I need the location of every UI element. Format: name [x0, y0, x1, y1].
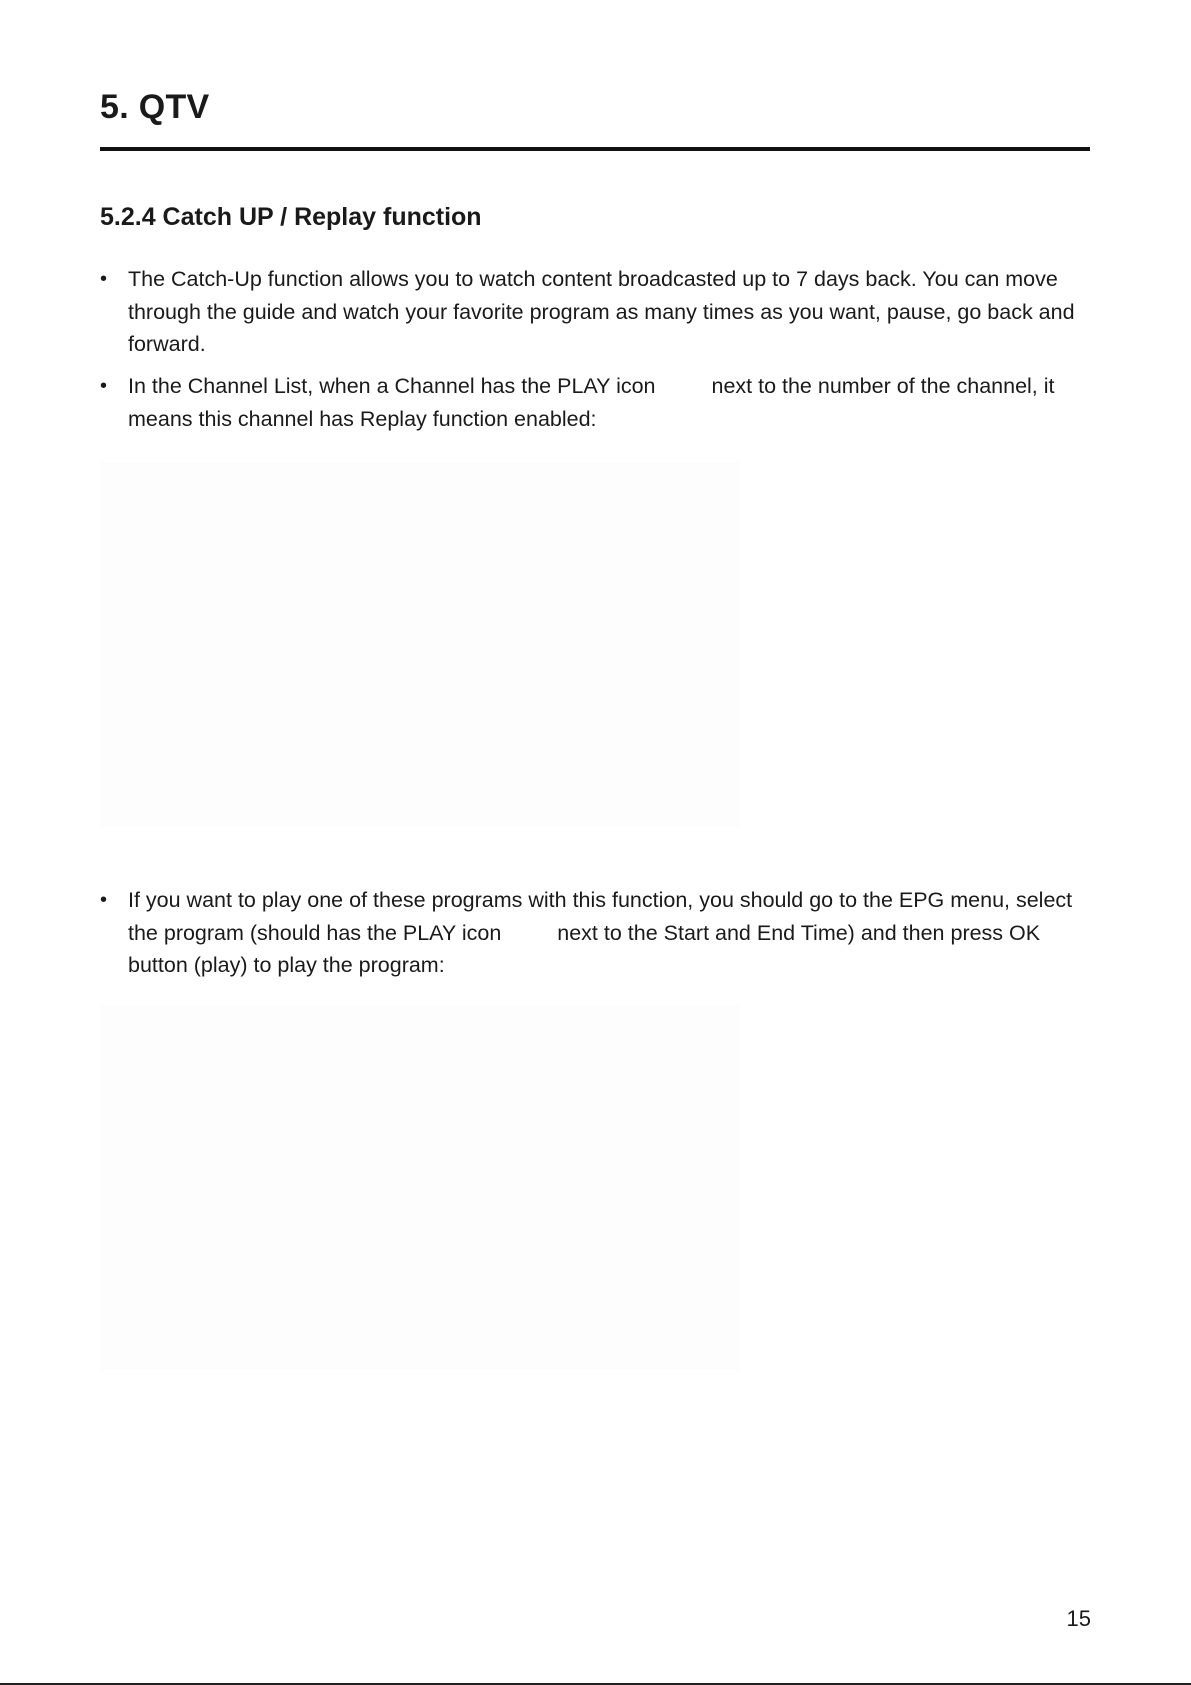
epg-screenshot: [100, 1005, 740, 1370]
channel-list-screenshot: [100, 462, 740, 827]
page-number: 15: [1066, 1606, 1091, 1631]
bullet-marker: •: [100, 375, 108, 397]
list-item-text-part: next to the number of the channel, it means this channel has Replay function enabled:: [128, 374, 1055, 431]
list-item: [100, 263, 1090, 361]
list-item: [100, 884, 1090, 982]
list-item-text-part: If you want to play one of these programs with this function, you should go to the EPG menu, select the program (should has the PLAY icon: [128, 888, 1073, 945]
list-item-text: [128, 370, 1090, 435]
list-item: [100, 370, 1090, 435]
list-item-text-part: next to the Start and End Time) and then press OK button (play) to play the program:: [128, 920, 1041, 977]
section-heading: 5.2.4 Catch UP / Replay function: [100, 203, 482, 231]
list-item-text: [128, 884, 1090, 982]
list-item-text-part: In the Channel List, when a Channel has the PLAY icon: [128, 374, 656, 398]
bullet-marker: •: [100, 268, 108, 290]
list-item-text: The Catch-Up function allows you to watch content broadcasted up to 7 days back. You can move through the guide and watch your favorite program as many times as you want, pause, go back and forward.: [128, 267, 1075, 356]
bullet-marker: •: [100, 889, 108, 911]
page-title: 5. QTV: [100, 88, 210, 126]
title-divider: [100, 147, 1090, 151]
